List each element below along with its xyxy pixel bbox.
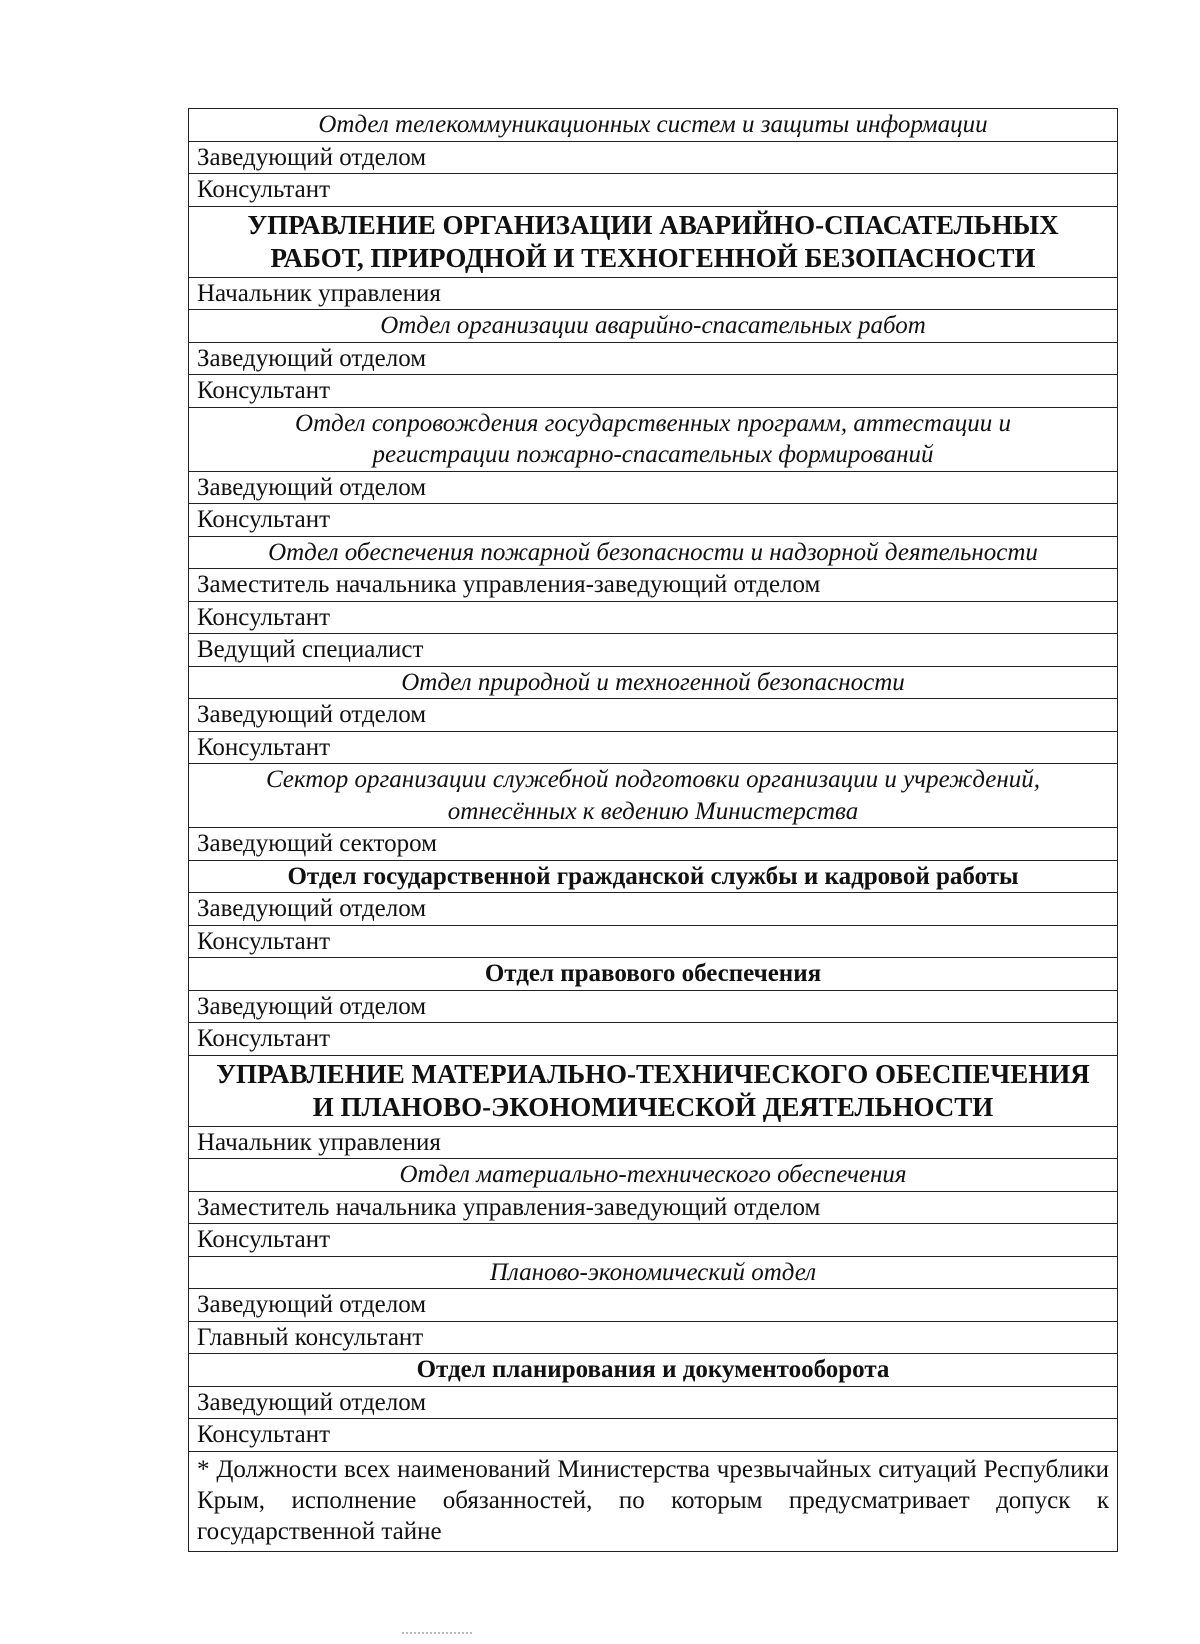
department-title xyxy=(189,1256,1118,1289)
position-row xyxy=(189,277,1118,310)
position-title: Заведующий отделом xyxy=(189,1289,1118,1322)
positions-table xyxy=(188,108,1118,1552)
title-line: Отдел организации аварийно-спасательных работ xyxy=(380,312,926,339)
department-title xyxy=(189,1354,1118,1387)
directorate-header-row xyxy=(189,1055,1118,1126)
title-line: УПРАВЛЕНИЕ МАТЕРИАЛЬНО-ТЕХНИЧЕСКОГО ОБЕСПЕЧЕНИЯ xyxy=(216,1058,1090,1089)
department-title xyxy=(189,860,1118,893)
positions-table-body xyxy=(189,109,1118,1552)
position-row xyxy=(189,1289,1118,1322)
title-line: регистрации пожарно-спасательных формирований xyxy=(372,441,934,468)
position-row xyxy=(189,731,1118,764)
department-title xyxy=(189,666,1118,699)
position-title: Заместитель начальника управления-заведующий отделом xyxy=(189,1191,1118,1224)
department-title xyxy=(189,407,1118,471)
position-row xyxy=(189,1126,1118,1159)
position-title: Консультант xyxy=(189,1224,1118,1257)
position-title: Начальник управления xyxy=(189,1126,1118,1159)
position-title: Консультант xyxy=(189,1023,1118,1056)
position-title: Заместитель начальника управления-заведующий отделом xyxy=(189,569,1118,602)
title-line: Отдел природной и техногенной безопасности xyxy=(401,668,905,696)
title-line: Отдел телекоммуникационных систем и защиты информации xyxy=(318,111,988,138)
department-header-row xyxy=(189,764,1118,828)
position-row xyxy=(189,893,1118,926)
position-title: Заведующий отделом xyxy=(189,141,1118,174)
directorate-header-row xyxy=(189,206,1118,277)
department-header-row-bold xyxy=(189,1354,1118,1387)
title-line: УПРАВЛЕНИЕ ОРГАНИЗАЦИИ АВАРИЙНО-СПАСАТЕЛЬНЫХ xyxy=(247,209,1059,240)
directorate-title xyxy=(189,206,1118,277)
position-row xyxy=(189,174,1118,207)
title-line: Отдел планирования и документооборота xyxy=(416,1356,890,1383)
position-title: Заведующий отделом xyxy=(189,471,1118,504)
position-row xyxy=(189,699,1118,732)
position-title: Консультант xyxy=(189,174,1118,207)
position-row xyxy=(189,601,1118,634)
position-title: Начальник управления xyxy=(189,277,1118,310)
directorate-title xyxy=(189,1055,1118,1126)
position-title: Ведущий специалист xyxy=(189,634,1118,667)
title-line: И ПЛАНОВО-ЭКОНОМИЧЕСКОЙ ДЕЯТЕЛЬНОСТИ xyxy=(312,1091,994,1122)
position-title: Консультант xyxy=(189,601,1118,634)
position-title: Заведующий отделом xyxy=(189,990,1118,1023)
department-header-row xyxy=(189,109,1118,142)
department-header-row xyxy=(189,407,1118,471)
footnote-text: * Должности всех наименований Министерства чрезвычайных ситуаций Республики Крым, исполнение обязанностей, по которым предусматривает допуск к государственной тайне xyxy=(189,1451,1118,1551)
position-title: Заведующий отделом xyxy=(189,1386,1118,1419)
department-title xyxy=(189,310,1118,343)
position-row xyxy=(189,375,1118,408)
footnote-row xyxy=(189,1451,1118,1551)
position-title: Консультант xyxy=(189,731,1118,764)
position-row xyxy=(189,342,1118,375)
department-header-row xyxy=(189,1256,1118,1289)
position-title: Консультант xyxy=(189,504,1118,537)
position-title: Заведующий отделом xyxy=(189,893,1118,926)
department-title xyxy=(189,536,1118,569)
title-line: Отдел государственной гражданской службы и кадровой работы xyxy=(287,862,1019,890)
position-title: Консультант xyxy=(189,1419,1118,1452)
position-row xyxy=(189,634,1118,667)
position-row xyxy=(189,1419,1118,1452)
department-header-row-bold xyxy=(189,860,1118,893)
title-line: РАБОТ, ПРИРОДНОЙ И ТЕХНОГЕННОЙ БЕЗОПАСНОСТИ xyxy=(270,242,1036,273)
position-row xyxy=(189,504,1118,537)
scan-ink-marks xyxy=(402,1632,472,1640)
department-title xyxy=(189,1159,1118,1192)
department-title xyxy=(189,109,1118,142)
position-title: Заведующий отделом xyxy=(189,342,1118,375)
title-line: Отдел сопровождения государственных программ, аттестации и xyxy=(295,409,1011,437)
department-title xyxy=(189,764,1118,828)
department-header-row xyxy=(189,666,1118,699)
department-header-row xyxy=(189,536,1118,569)
title-line: Сектор организации служебной подготовки организации и учреждений, xyxy=(265,766,1041,793)
position-title: Заведующий отделом xyxy=(189,699,1118,732)
position-row xyxy=(189,471,1118,504)
position-row xyxy=(189,1386,1118,1419)
position-row xyxy=(189,1321,1118,1354)
title-line: отнесённых к ведению Министерства xyxy=(447,797,859,825)
position-row xyxy=(189,828,1118,861)
department-header-row-bold xyxy=(189,958,1118,991)
position-title: Заведующий сектором xyxy=(189,828,1118,861)
department-header-row xyxy=(189,310,1118,343)
department-header-row xyxy=(189,1159,1118,1192)
title-line: Отдел материально-технического обеспечения xyxy=(399,1161,907,1188)
title-line: Отдел правового обеспечения xyxy=(484,960,822,987)
position-title: Консультант xyxy=(189,375,1118,408)
position-row xyxy=(189,569,1118,602)
title-line: Отдел обеспечения пожарной безопасности и надзорной деятельности xyxy=(268,538,1038,566)
position-row xyxy=(189,1224,1118,1257)
title-line: Планово-экономический отдел xyxy=(489,1258,817,1286)
department-title xyxy=(189,958,1118,991)
position-row xyxy=(189,990,1118,1023)
position-row xyxy=(189,1191,1118,1224)
position-title: Главный консультант xyxy=(189,1321,1118,1354)
position-row xyxy=(189,1023,1118,1056)
position-row xyxy=(189,925,1118,958)
position-title: Консультант xyxy=(189,925,1118,958)
position-row xyxy=(189,141,1118,174)
